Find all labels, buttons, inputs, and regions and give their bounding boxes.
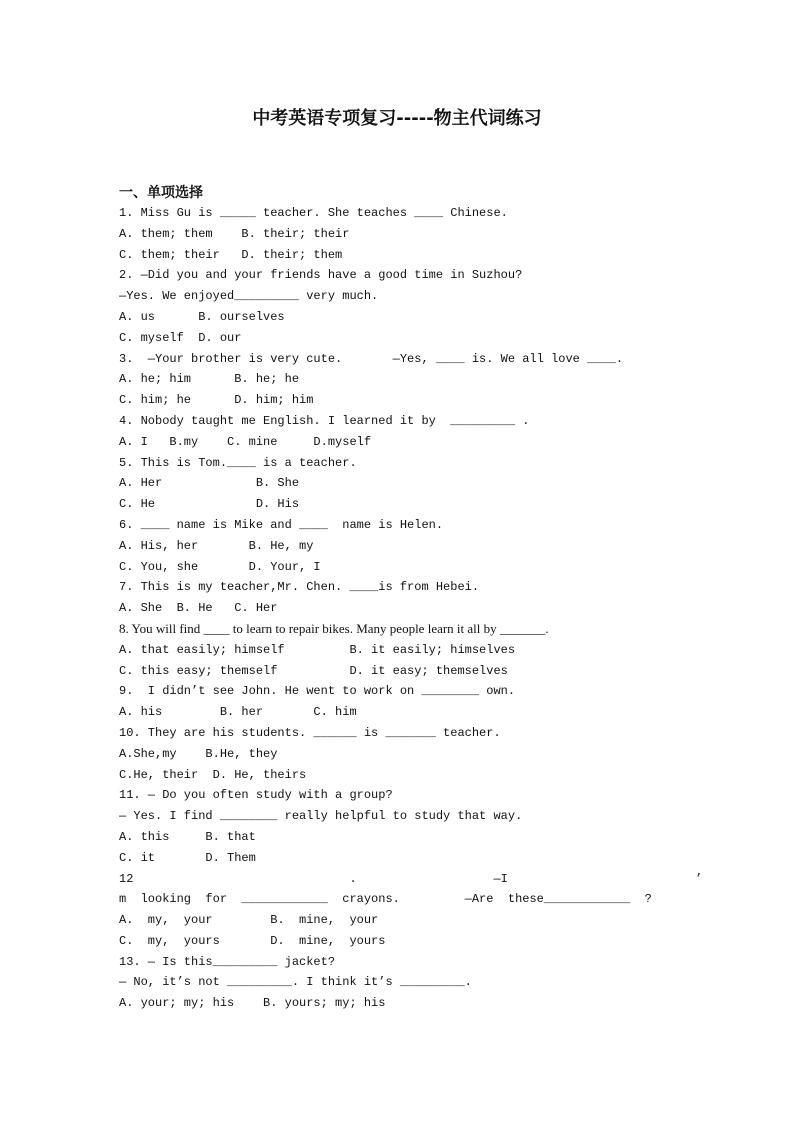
text-line: 1. Miss Gu is _____ teacher. She teaches ____ Chinese. [119,206,508,220]
text-line: C. my, yours D. mine, yours [119,933,386,948]
text-line: C. myself D. our [119,330,242,345]
text-line: 3. —Your brother is very cute. —Yes, ____ is. We all love ____. [119,351,624,366]
section-heading: 一、单项选择 [119,185,203,201]
text-line: A. Her B. She [119,476,300,491]
text-line: A. I B.my C. mine D.myself [119,434,372,449]
text-line: 13. — Is this_________ jacket? [119,954,336,969]
text-line: C. them; their D. their; them [119,247,343,262]
text-line: 8. You will find ____ to learn to repair bikes. Many people learn it all by _______. [119,620,549,636]
text-line: 5. This is Tom.____ is a teacher. [119,455,357,470]
text-line: 4. Nobody taught me English. I learned it by _________ . [119,413,530,428]
text-line: C. He D. His [119,497,300,512]
text-line: C. it D. Them [119,850,256,865]
text-line: 2. —Did you and your friends have a good time in Suzhou? [119,268,523,283]
text-line: m looking for ____________ crayons. —Are these____________ ? [119,892,652,907]
text-line: A. his B. her C. him [119,705,357,720]
text-line: A. my, your B. mine, your [119,913,379,928]
text-line: C.He, their D. He, theirs [119,767,307,782]
text-line: A. us B. ourselves [119,309,285,324]
text-line: 7. This is my teacher,Mr. Chen. ____is from Hebei. [119,580,480,595]
text-line: —Yes. We enjoyed_________ very much. [119,289,379,304]
text-line: 6. ____ name is Mike and ____ name is Helen. [119,517,444,532]
text-line: C. this easy; themself D. it easy; themselves [119,663,508,678]
text-line: 10. They are his students. ______ is _______ teacher. [119,725,501,740]
text-line: 11. — Do you often study with a group? [119,788,393,803]
text-line: C. You, she D. Your, I [119,559,321,574]
text-line: 9. I didn’t see John. He went to work on ________ own. [119,684,516,699]
text-line: — No, it’s not _________. I think it’s _________. [119,975,472,990]
text-line: A. your; my; his B. yours; my; his [119,996,386,1011]
text-line: C. him; he D. him; him [119,393,314,408]
text-line: A. this B. that [119,829,256,844]
page-title: 中考英语专项复习-----物主代词练习 [252,108,542,129]
text-line: A. that easily; himself B. it easily; himselves [119,642,516,657]
text-line: A. His, her B. He, my [119,538,314,553]
text-line: A. them; them B. their; their [119,226,350,241]
question-list [119,203,703,1014]
text-line: A.She,my B.He, they [119,746,278,761]
text-line: A. She B. He C. Her [119,601,278,616]
text-line: — Yes. I find ________ really helpful to study that way. [119,809,523,824]
text-line: 12 . —I ’ [119,871,703,886]
text-line: A. he; him B. he; he [119,372,300,387]
